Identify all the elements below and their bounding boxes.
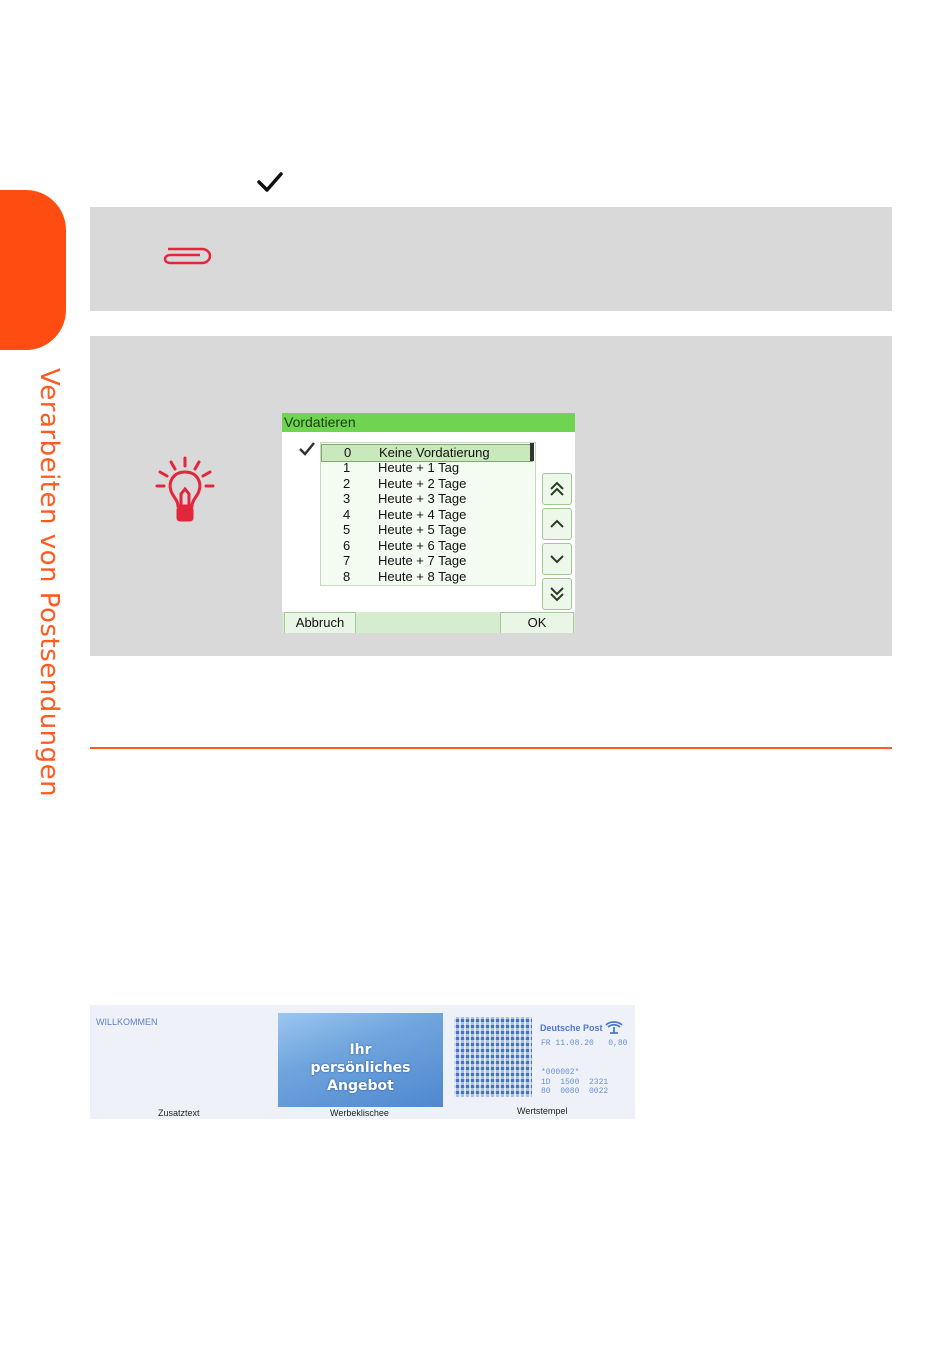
section-divider bbox=[90, 747, 892, 749]
list-item[interactable]: 4 Heute + 4 Tage bbox=[343, 506, 467, 522]
lightbulb-icon bbox=[154, 456, 216, 528]
note-box bbox=[90, 207, 892, 311]
list-item[interactable]: 6 Heute + 6 Tage bbox=[343, 537, 467, 553]
cancel-button[interactable]: Abbruch bbox=[284, 612, 356, 633]
scroll-up-button[interactable] bbox=[542, 508, 572, 540]
caption-wertstempel: Wertstempel bbox=[517, 1106, 568, 1116]
chapter-title: Verarbeiten von Postsendungen bbox=[34, 368, 64, 798]
page-down-button[interactable] bbox=[542, 578, 572, 610]
ok-button[interactable]: OK bbox=[500, 612, 574, 633]
ad-line: Angebot bbox=[327, 1078, 394, 1094]
list-item[interactable]: 7 Heute + 7 Tage bbox=[343, 553, 467, 568]
imprint-id: *000002* bbox=[541, 1068, 580, 1077]
tip-box bbox=[90, 336, 892, 656]
caption-werbeklischee: Werbeklischee bbox=[330, 1108, 389, 1118]
imprint-code: 1D 1500 2321 bbox=[541, 1078, 609, 1087]
imprint-additional-text: WILLKOMMEN bbox=[96, 1017, 158, 1027]
scroll-down-button[interactable] bbox=[542, 543, 572, 575]
double-chevron-up-icon bbox=[548, 480, 566, 498]
list-item[interactable]: 8 Heute + 8 Tage bbox=[343, 568, 467, 584]
chapter-tab bbox=[0, 190, 66, 350]
datamatrix-code bbox=[454, 1017, 532, 1097]
device-screen-title: Vordatieren bbox=[282, 413, 575, 432]
ad-line: persönliches bbox=[310, 1060, 411, 1076]
chevron-down-icon bbox=[548, 550, 566, 568]
device-screen bbox=[282, 413, 575, 633]
chevron-up-icon bbox=[548, 515, 566, 533]
double-chevron-down-icon bbox=[548, 585, 566, 603]
list-item[interactable]: 5 Heute + 5 Tage bbox=[343, 522, 467, 537]
check-icon bbox=[256, 170, 284, 194]
imprint-date: FR 11.08.20 0,80 bbox=[541, 1039, 628, 1048]
ad-line: Ihr bbox=[349, 1042, 372, 1058]
caption-zusatztext: Zusatztext bbox=[158, 1108, 200, 1118]
list-item[interactable]: 3 Heute + 3 Tage bbox=[343, 491, 467, 506]
selected-check-icon bbox=[298, 441, 316, 457]
list-item[interactable]: 1 Heute + 1 Tag bbox=[343, 460, 460, 475]
postal-brand: Deutsche Post bbox=[540, 1023, 603, 1033]
list-item[interactable]: 0 Keine Vordatierung bbox=[321, 444, 533, 462]
postage-imprint bbox=[90, 1005, 635, 1119]
imprint-code: 80 0080 0022 bbox=[541, 1087, 609, 1096]
imprint-ad-slogan bbox=[278, 1013, 443, 1107]
page-up-button[interactable] bbox=[542, 473, 572, 505]
list-item[interactable]: 2 Heute + 2 Tage bbox=[343, 475, 467, 491]
prepost-options-list bbox=[320, 442, 536, 586]
post-horn-icon bbox=[604, 1019, 624, 1035]
paperclip-icon bbox=[162, 245, 214, 267]
list-scrollbar[interactable] bbox=[530, 443, 534, 461]
